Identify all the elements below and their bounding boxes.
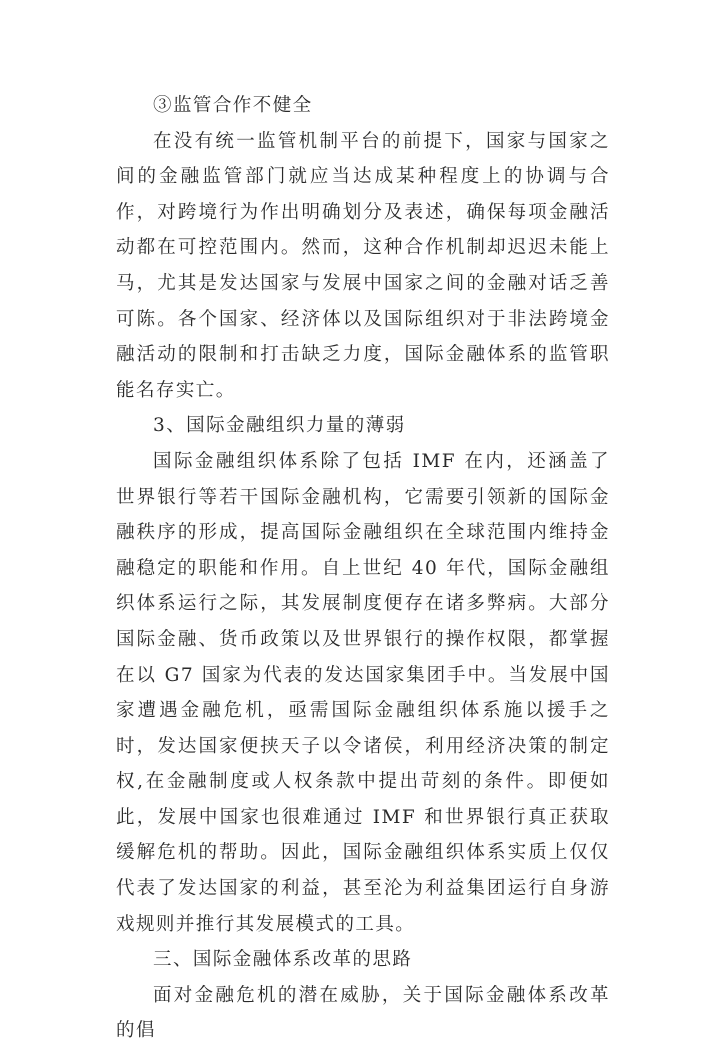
document-body <box>116 88 610 1049</box>
paragraph-weak-institutions: 国际金融组织体系除了包括 IMF 在内，还涵盖了世界银行等若干国际金融机构，它需要引领新的国际金融秩序的形成，提高国际金融组织在全球范围内维持金融稳定的职能和作用。自上世纪 40 年代，国际金融组织体系运行之际，其发展制度便存在诸多弊病。大部分国际金融、货币政策以及世界银行的操作权限，都掌握在以 G7 国家为代表的发达国家集团手中。当发展中国家遭遇金融危机，亟需国际金融组织体系施以援手之时，发达国家便挟天子以令诸侯，利用经济决策的制定权,在金融制度或人权条款中提出苛刻的条件。即便如此，发展中国家也很难通过 IMF 和世界银行真正获取缓解危机的帮助。因此，国际金融组织体系实质上仅仅代表了发达国家的利益，甚至沦为利益集团运行自身游戏规则并推行其发展模式的工具。 <box>116 450 610 935</box>
section-heading-supervision-cooperation: ③监管合作不健全 <box>153 95 313 116</box>
section-heading-weak-institutions: 3、国际金融组织力量的薄弱 <box>153 415 406 437</box>
paragraph-reform-ideas: 面对金融危机的潜在威胁，关于国际金融体系改革的倡 <box>116 984 610 1042</box>
section-heading-reform-ideas: 三、国际金融体系改革的思路 <box>153 949 413 971</box>
paragraph-supervision-cooperation: 在没有统一监管机制平台的前提下，国家与国家之间的金融监管部门就应当达成某种程度上的协调与合作，对跨境行为作出明确划分及表述，确保每项金融活动都在可控范围内。然而，这种合作机制却迟迟未能上马，尤其是发达国家与发展中国家之间的金融对话乏善可陈。各个国家、经济体以及国际组织对于非法跨境金融活动的限制和打击缺乏力度，国际金融体系的监管职能名存实亡。 <box>116 130 610 401</box>
